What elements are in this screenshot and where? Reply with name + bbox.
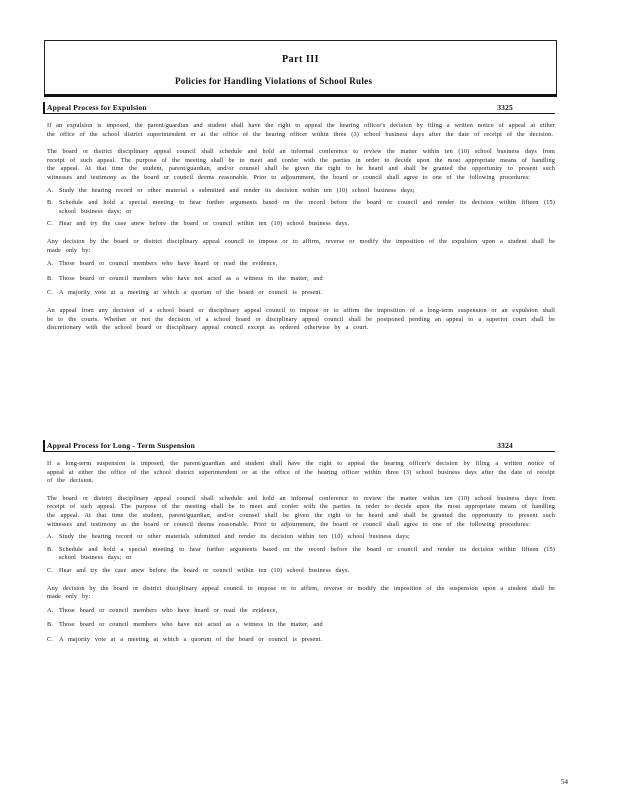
section-title: Appeal Process for Long - Term Suspension — [47, 441, 195, 450]
list-item: B. Those board or council members who have not acted as a witness in the matter, and — [47, 621, 323, 629]
section-suspension-appeal — [47, 440, 555, 645]
section-heading — [43, 440, 555, 452]
section-heading — [43, 102, 555, 114]
page-number: 54 — [561, 778, 568, 786]
list-item: C. Hear and try the case anew before the board or council within ten (10) school business days. — [47, 566, 350, 574]
list-item: B. Schedule and hold a special meeting to hear further arguments based on the record before the board or council and render its decision within fifteen (15) school business days; or — [47, 545, 555, 562]
header-rule — [44, 94, 557, 97]
section-title: Appeal Process for Expulsion — [47, 103, 147, 112]
list-item: A. Study the hearing record or other materials submitted and render its decision within ten (10) school business days; — [47, 533, 410, 541]
section-number: 3324 — [497, 441, 513, 450]
board-paragraph: The board or district disciplinary appeal council shall schedule and hold an informal conference to review the matter within ten (10) school business days from receipt of such appeal. The purpose of the meeting shall be to meet and confer with the parties in order to decide upon the most appropriate means of handling the appeal. At that time the student, parent/guardian, and/or counsel shall be given the right to be heard and shall be granted the opportunity to present such witnesses and testimony as the board or council deems reasonable. Prior to adjournment, the board or council shall agree to one of the following procedures: — [47, 494, 555, 528]
list-item: A. Those board or council members who have heard or read the evidence, — [47, 606, 278, 614]
section-number: 3325 — [497, 103, 513, 112]
part-title: Part III — [281, 54, 320, 65]
section-expulsion-appeal — [47, 102, 555, 333]
board-paragraph: The board or district disciplinary appeal council shall schedule and hold an informal conference to review the matter within ten (10) school business days from receipt of such appeal. The purpose of the meeting shall be to meet and confer with the parties in order to decide upon the most appropriate means of handling the appeal. At that time the student, parent/guardian, and/or counsel shall be given the right to be heard and shall be granted the opportunity to present such witnesses and testimony as the board or council deems reasonable. Prior to adjournment, the board or council shall agree to one of the following procedures: — [47, 148, 555, 181]
list-item: C. Hear and try the case anew before the board or council within ten (10) school business days. — [47, 220, 350, 228]
closing-paragraph: An appeal from any decision of a school board or disciplinary appeal council to impose or to affirm the imposition of a long-term suspension or an expulsion shall be to the courts. Whether or not the decision of a school board or disciplinary appeal council shall be postponed pending an appeal to a superior court shall be discretionary with the school board or disciplinary appeal council except as ordered otherwise by a court. — [47, 306, 555, 332]
list-item: C. A majority vote at a meeting at which a quorum of the board or council is present. — [47, 635, 323, 643]
list-item: A. Those board or council members who have heard or read the evidence, — [47, 260, 278, 268]
decision-paragraph: Any decision by the board or district disciplinary appeal council to impose or to affirm, reverse or modify the imposition of the expulsion upon a student shall be made only by: — [47, 237, 555, 254]
list-item: B. Those board or council members who have not acted as a witness in the matter, and — [47, 274, 323, 282]
part-subtitle: Policies for Handling Violations of School Rules — [175, 76, 373, 86]
list-item: A. Study the hearing record or other material s submitted and render its decision within ten (10) school business days; — [47, 186, 415, 194]
list-item: C. A majority vote at a meeting at which a quorum of the board or council is present. — [47, 289, 323, 297]
decision-paragraph: Any decision by the board or district disciplinary appeal council to impose or to affirm, reverse or modify the imposition of the suspension upon a student shall be made only by: — [47, 584, 555, 601]
intro-paragraph: If a long-term suspension is imposed, the parent/guardian and student shall have the right to appeal the hearing officer's decision by filing a written notice of appeal at either the office of the school district superintendent or at the office of the hearing officer within three (3) school business days after the date of receipt of the decision. — [47, 460, 555, 485]
list-item: B. Schedule and hold a special meeting to hear further arguments based on the record before the board or council and render its decision within fifteen (15) school business days; or — [47, 199, 555, 215]
part-header — [44, 40, 557, 95]
intro-paragraph: If an expulsion is imposed, the parent/guardian and student shall have the right to appeal the hearing officer's decision by filing a written notice of appeal at either the office of the school district superintendent or at the office of the hearing officer within three (3) school business days after the date of receipt of the decision. — [47, 122, 555, 138]
